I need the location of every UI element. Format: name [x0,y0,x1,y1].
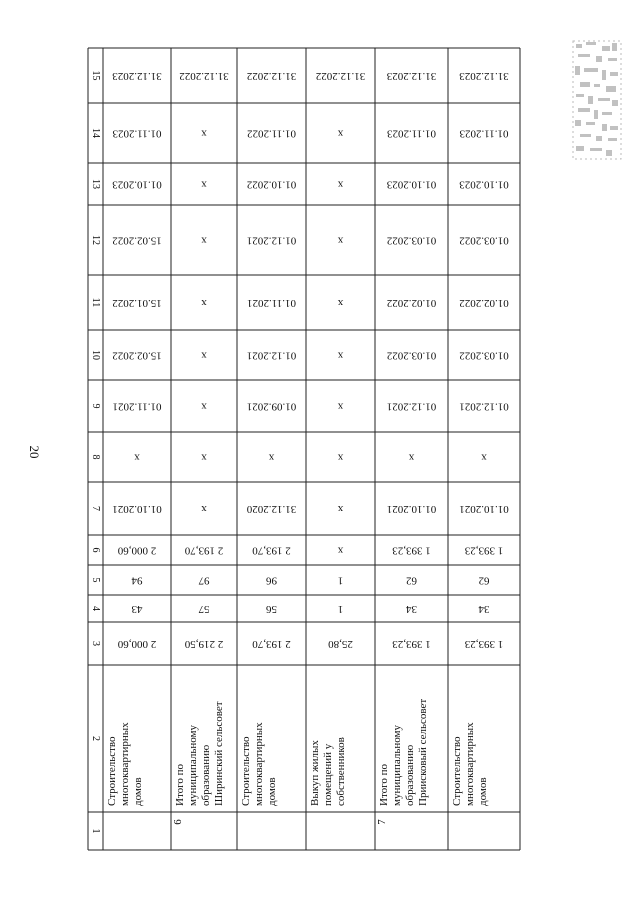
table-cell: 01.03.2022 [386,234,437,247]
table-cell-name: домов [266,777,278,806]
table-cell-name: Приисковый сельсовет [417,698,429,806]
table-cell: x [481,451,487,464]
table-cell: 2 000,60 [117,637,157,650]
table-cell-name: Выкуп жилых [309,740,321,806]
table-cell: 01.12.2021 [459,400,509,413]
table-cell: 01.11.2022 [246,127,297,140]
table-cell: 01.02.2022 [386,296,437,309]
table-cell: 01.10.2023 [386,178,437,191]
table-cell: 01.11.2023 [459,127,509,140]
table-cell: 1 393,23 [464,637,504,650]
table-cell: 01.11.2021 [112,400,162,413]
column-number: 10 [90,350,102,360]
table-cell: 01.02.2022 [459,296,509,309]
table-cell-name: Строительство [106,736,118,806]
table-cell: x [134,451,140,464]
column-number: 11 [90,297,102,308]
table-cell: 1 393,23 [464,544,504,557]
table-cell: 01.03.2022 [459,349,509,362]
stamp-mark [572,40,622,160]
table-cell-name: Строительство [451,736,463,806]
row-number: 6 [172,819,184,825]
table-cell-name: Итого по [378,764,390,806]
table-cell: 1 [337,602,344,615]
table-cell: 31.12.2023 [386,69,437,82]
column-number: 6 [90,547,102,553]
table-cell: 34 [478,602,490,615]
column-number: 15 [90,70,102,81]
table-cell: 01.10.2023 [459,178,509,191]
table-cell-name: домов [132,777,144,806]
table-cell: 1 [337,574,344,587]
column-number: 7 [90,506,102,511]
table-cell-name: образованию [404,744,416,806]
column-number: 9 [90,403,102,409]
table-cell: x [201,178,207,191]
table-cell: 31.12.2022 [315,69,366,82]
table-cell: 01.11.2021 [246,296,297,309]
table-cell: x [268,451,275,464]
table-cell: 01.10.2021 [112,502,162,515]
table-cell: x [337,400,344,413]
table-cell: 94 [131,574,143,587]
table-cell: 1 393,23 [392,637,431,650]
table-cell-name: муниципальному [391,724,403,806]
table-cell: 34 [406,602,417,615]
table-cell: x [201,451,207,464]
table-cell: 62 [406,574,417,587]
table-cell: 01.12.2021 [246,349,297,362]
table-cell: x [408,451,415,464]
table-cell: 01.10.2021 [386,502,437,515]
table-cell: 31.12.2023 [112,69,162,82]
table-cell: x [337,349,344,362]
table-cell: x [201,349,207,362]
table-cell-name: Строительство [240,736,252,806]
table-cell: x [337,234,344,247]
table-cell: 01.11.2023 [386,127,437,140]
table-cell: 01.12.2021 [246,234,297,247]
table-cell: 96 [266,574,277,587]
table-cell: 01.03.2022 [459,234,509,247]
table-cell: x [337,451,344,464]
row-number: 7 [376,819,388,825]
page-number: 20 [27,445,42,459]
column-number: 1 [90,828,102,834]
table-cell: 01.11.2023 [112,127,162,140]
table-cell-name: многоквартирных [119,722,131,806]
column-number: 5 [90,577,102,583]
table-cell-name: Итого по [174,764,186,806]
column-number: 14 [90,128,102,138]
table-cell: x [201,127,207,140]
table-cell: 2 193,70 [252,637,291,650]
table-cell: 01.09.2021 [246,400,297,413]
table-cell-name: многоквартирных [253,722,265,806]
table-cell-name: Ширинский сельсовет [213,701,225,806]
table-cell-name: муниципальному [187,724,199,806]
table-cell: 2 193,70 [252,544,291,557]
table-cell: 57 [198,602,210,615]
table-cell: 01.12.2021 [386,400,437,413]
table-cell-name: помещений у [322,743,334,806]
table-cell: 43 [131,602,143,615]
column-number: 4 [90,606,102,611]
table-cell-name: собственников [335,737,347,806]
table-cell: 31.12.2020 [246,502,297,515]
table-cell: x [337,296,344,309]
table-cell: 15.01.2022 [112,296,162,309]
table-cell: x [201,296,207,309]
table-cell: 01.10.2022 [246,178,297,191]
table-cell: 2 193,70 [184,544,224,557]
table-cell: 2 000,60 [117,544,157,557]
table-cell: 01.03.2022 [386,349,437,362]
column-number: 3 [90,641,102,646]
table-cell: 01.10.2021 [459,502,509,515]
table-cell: 97 [198,574,210,587]
table-cell: x [201,234,207,247]
table-cell: x [201,502,207,515]
table-cell: x [337,544,344,557]
column-number: 8 [90,454,102,460]
table-cell-name: домов [477,777,489,806]
table-cell: 31.12.2022 [246,69,297,82]
table-cell: 2 219,50 [184,637,224,650]
table-cell: 31.12.2023 [459,69,509,82]
column-number: 2 [90,736,102,741]
table-cell-name: образованию [200,744,212,806]
table-cell: 01.10.2023 [112,178,162,191]
table-cell: 25,80 [328,637,353,650]
column-number: 12 [90,235,102,245]
table-cell: 31.12.2022 [179,69,229,82]
table-cell: 1 393,23 [392,544,431,557]
table-cell: 62 [478,574,490,587]
table-cell: 15.02.2022 [112,349,162,362]
table-cell: x [337,178,344,191]
rotated-table [88,48,520,850]
table-cell: x [201,400,207,413]
column-number: 13 [90,179,102,189]
table-cell: x [337,502,344,515]
table-cell: 15.02.2022 [112,234,162,247]
table-cell-name: многоквартирных [464,722,476,806]
table-cell: x [337,127,344,140]
table-cell: 56 [266,602,277,615]
